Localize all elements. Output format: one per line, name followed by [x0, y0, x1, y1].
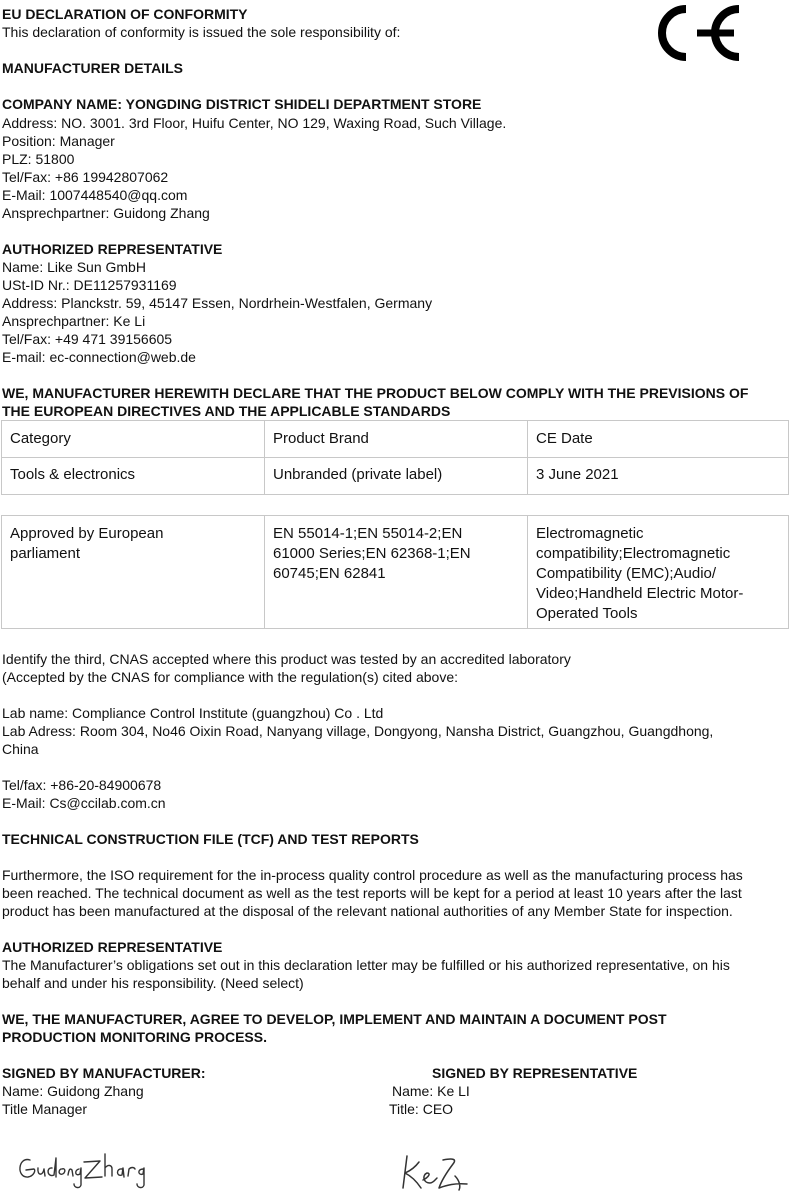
- cell-product-brand: Unbranded (private label): [265, 458, 528, 495]
- representative-vat: USt-ID Nr.: DE11257931169: [2, 277, 177, 293]
- representative-sign-heading: SIGNED BY REPRESENTATIVE: [432, 1065, 638, 1081]
- cell-ce-date: 3 June 2021: [528, 458, 789, 495]
- lab-identify-line-2: (Accepted by the CNAS for compliance with the regulation(s) cited above:: [2, 669, 459, 685]
- issued-statement: This declaration of conformity is issued the sole responsibility of:: [2, 24, 401, 40]
- company-name: COMPANY NAME: YONGDING DISTRICT SHIDELI DEPARTMENT STORE: [2, 96, 482, 112]
- standards-line: 60745;EN 62841: [273, 565, 386, 582]
- directives-line: Video;Handheld Electric Motor-: [536, 585, 744, 602]
- product-table-row: [2, 458, 789, 495]
- cell-standards: [265, 516, 528, 629]
- representative-signature: [395, 1150, 485, 1198]
- obligations-heading: AUTHORIZED REPRESENTATIVE: [2, 939, 223, 955]
- ce-mark-logo: [642, 2, 742, 64]
- representative-sign-title: Title: CEO: [389, 1101, 454, 1117]
- manufacturer-heading: MANUFACTURER DETAILS: [2, 60, 183, 76]
- lab-name: Lab name: Compliance Control Institute (guangzhou) Co . Ltd: [2, 705, 384, 721]
- declaration-line-2: THE EUROPEAN DIRECTIVES AND THE APPLICABLE STANDARDS: [2, 403, 451, 419]
- manufacturer-sign-name: Name: Guidong Zhang: [2, 1083, 144, 1099]
- manufacturer-position: Position: Manager: [2, 133, 115, 149]
- directives-line: Compatibility (EMC);Audio/: [536, 565, 717, 582]
- representative-sign-name: Name: Ke LI: [392, 1083, 470, 1099]
- representative-address: Address: Planckstr. 59, 45147 Essen, Nordrhein-Westfalen, Germany: [2, 295, 433, 311]
- header-product-brand: Product Brand: [265, 421, 528, 458]
- product-table-header-row: [2, 421, 789, 458]
- manufacturer-signature: [12, 1140, 152, 1190]
- manufacturer-address: Address: NO. 3001. 3rd Floor, Huifu Center, NO 129, Waxing Road, Such Village.: [2, 115, 507, 131]
- lab-tel: Tel/fax: +86-20-84900678: [2, 777, 162, 793]
- cell-directives: [528, 516, 789, 629]
- tcf-line-1: Furthermore, the ISO requirement for the in-process quality control procedure as well as the manufacturing process has: [2, 867, 743, 883]
- manufacturer-plz: PLZ: 51800: [2, 151, 75, 167]
- directives-line: Electromagnetic: [536, 525, 644, 542]
- cell-approval: [2, 516, 265, 629]
- manufacturer-email: E-Mail: 1007448540@qq.com: [2, 187, 188, 203]
- tcf-heading: TECHNICAL CONSTRUCTION FILE (TCF) AND TEST REPORTS: [2, 831, 419, 847]
- representative-name: Name: Like Sun GmbH: [2, 259, 146, 275]
- standards-table: [1, 515, 789, 629]
- directives-line: Operated Tools: [536, 605, 638, 622]
- lab-address: Lab Adress: Room 304, No46 Oixin Road, Nanyang village, Dongyong, Nansha District, Guangzhou, Guangdhong,: [2, 723, 714, 739]
- representative-email: E-mail: ec-connection@web.de: [2, 349, 196, 365]
- standards-line: EN 55014-1;EN 55014-2;EN: [273, 525, 463, 542]
- obligations-line-2: behalf and under his responsibility. (Need select): [2, 975, 304, 991]
- lab-email: E-Mail: Cs@ccilab.com.cn: [2, 795, 166, 811]
- document-title: EU DECLARATION OF CONFORMITY: [2, 6, 248, 22]
- tcf-line-2: been reached. The technical document as well as the test reports will be kept for a period at least 10 years after the last: [2, 885, 742, 901]
- manufacturer-sign-heading: SIGNED BY MANUFACTURER:: [2, 1065, 206, 1081]
- approval-line: Approved by European: [10, 525, 164, 542]
- manufacturer-sign-title: Title Manager: [2, 1101, 88, 1117]
- obligations-line-1: The Manufacturer’s obligations set out in this declaration letter may be fulfilled or his authorized representative, on his: [2, 957, 730, 973]
- manufacturer-contact: Ansprechpartner: Guidong Zhang: [2, 205, 210, 221]
- header-category: Category: [2, 421, 265, 458]
- tcf-line-3: product has been manufactured at the disposal of the relevant national authorities of any Member State for inspection.: [2, 903, 733, 919]
- standards-line: 61000 Series;EN 62368-1;EN: [273, 545, 471, 562]
- lab-identify-line-1: Identify the third, CNAS accepted where this product was tested by an accredited laboratory: [2, 651, 571, 667]
- representative-contact: Ansprechpartner: Ke Li: [2, 313, 146, 329]
- cell-category: Tools & electronics: [2, 458, 265, 495]
- agreement-line-1: WE, THE MANUFACTURER, AGREE TO DEVELOP, IMPLEMENT AND MAINTAIN A DOCUMENT POST: [2, 1011, 667, 1027]
- product-table: [1, 420, 789, 495]
- approval-line: parliament: [10, 545, 81, 562]
- lab-address-country: China: [2, 741, 39, 757]
- agreement-line-2: PRODUCTION MONITORING PROCESS.: [2, 1029, 267, 1045]
- declaration-line-1: WE, MANUFACTURER HEREWITH DECLARE THAT THE PRODUCT BELOW COMPLY WITH THE PREVISIONS OF: [2, 385, 749, 401]
- directives-line: compatibility;Electromagnetic: [536, 545, 731, 562]
- header-ce-date: CE Date: [528, 421, 789, 458]
- manufacturer-tel: Tel/Fax: +86 19942807062: [2, 169, 169, 185]
- representative-heading: AUTHORIZED REPRESENTATIVE: [2, 241, 223, 257]
- representative-tel: Tel/Fax: +49 471 39156605: [2, 331, 173, 347]
- standards-table-row: [2, 516, 789, 629]
